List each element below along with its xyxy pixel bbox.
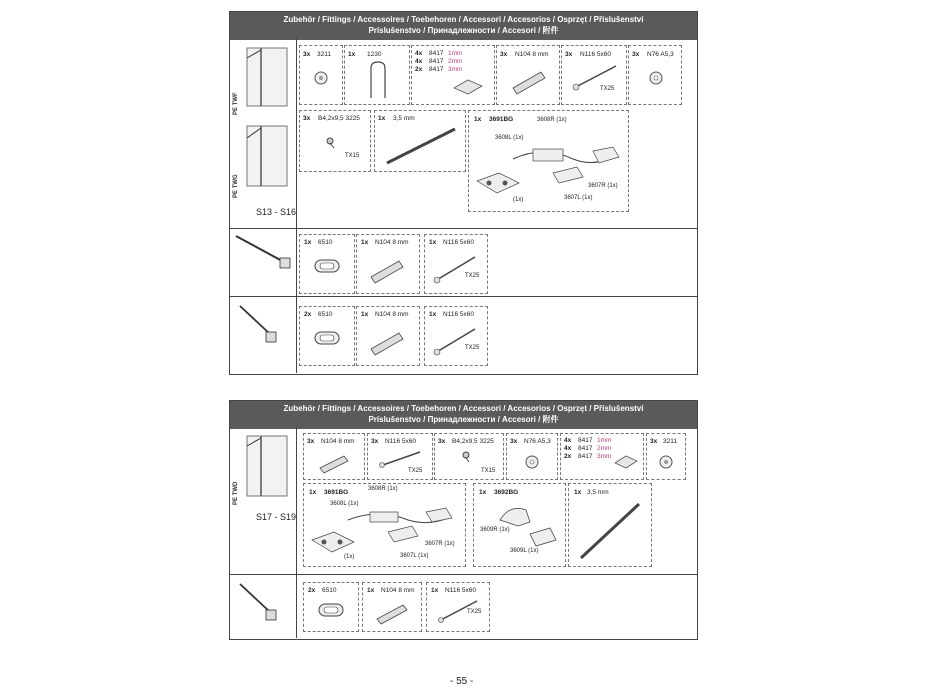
stabilizer-bar-icon	[232, 232, 294, 272]
drive-size: TX25	[408, 468, 423, 474]
part-qty: 3x	[438, 438, 446, 445]
part-box	[299, 110, 371, 172]
part-box	[303, 483, 466, 567]
part-qty: 1x	[378, 115, 386, 122]
part-thickness: 2mm	[448, 58, 463, 65]
washer-icon	[648, 70, 664, 86]
part-code: N116 5x60	[385, 438, 416, 445]
part-qty: 1x	[361, 311, 369, 318]
part-thickness: 3mm	[597, 453, 612, 460]
part-code: 6510	[322, 587, 337, 594]
part-box	[561, 45, 627, 105]
part-qty: 1x	[574, 489, 582, 496]
drive-size: TX25	[467, 609, 482, 615]
part-label: 3608R (1x)	[537, 117, 567, 123]
part-code: 3691BG	[324, 489, 349, 496]
bracket-icon	[490, 500, 560, 548]
part-box	[303, 582, 359, 632]
part-label: 3607L (1x)	[400, 553, 429, 559]
part-qty: 3x	[632, 51, 640, 58]
part-code: 3,5 mm	[393, 115, 415, 122]
model-label-twd: PE TWD	[233, 481, 239, 505]
wall-plug-icon	[509, 66, 549, 96]
part-qty: 4x	[415, 50, 423, 57]
table-2-header	[230, 401, 697, 429]
part-qty: 3x	[307, 438, 315, 445]
size-range: S17 - S19	[256, 512, 297, 522]
part-box	[496, 45, 560, 105]
part-qty: 4x	[415, 58, 423, 65]
part-code: N76 A5,3	[524, 438, 551, 445]
part-code: N104 8 mm	[515, 51, 549, 58]
header-line-2: Príslušenstvo / Принадлежности / Accesori / 附件	[368, 415, 559, 424]
screw-icon	[322, 133, 338, 149]
size-range: S13 - S16	[256, 207, 297, 217]
screw-icon	[431, 251, 481, 287]
part-label: 3608L (1x)	[495, 135, 524, 141]
part-code: 8417	[578, 453, 593, 460]
part-qty: 3x	[371, 438, 379, 445]
end-cap-icon	[314, 259, 340, 273]
part-qty: 1x	[309, 489, 317, 496]
wall-plug-icon	[367, 255, 407, 285]
part-qty: 3x	[565, 51, 573, 58]
part-qty: 3x	[303, 115, 311, 122]
header-line-1: Zubehör / Fittings / Accessoires / Toebehoren / Accessori / Accesorios / Osprzęt / Příslušenství	[283, 15, 644, 24]
part-code: 3211	[663, 438, 677, 445]
part-code: 6510	[318, 239, 333, 246]
part-qty: 1x	[474, 116, 482, 123]
drill-bit-icon	[575, 500, 645, 562]
model-label-twg: PE TWG	[233, 174, 239, 198]
part-code: B4,2x9,5 3225	[318, 115, 360, 122]
part-qty: 1x	[361, 239, 369, 246]
part-code: 1230	[367, 51, 382, 58]
wall-plug-icon	[367, 327, 407, 357]
part-qty: 2x	[564, 453, 572, 460]
part-code: 3692BG	[494, 489, 519, 496]
part-box	[568, 483, 652, 567]
part-label: 3608R (1x)	[368, 486, 398, 492]
part-box	[424, 234, 488, 294]
part-label: 3609L (1x)	[510, 548, 539, 554]
part-box	[356, 234, 420, 294]
part-box	[367, 433, 433, 480]
part-qty: 1x	[429, 239, 437, 246]
screw-icon	[376, 448, 424, 470]
shower-screen-twg-icon	[233, 122, 293, 197]
part-label: 3609R (1x)	[480, 527, 510, 533]
part-code: N104 8 mm	[375, 239, 409, 246]
part-qty: 1x	[429, 311, 437, 318]
spacer-pad-icon	[452, 78, 484, 96]
table-1-header	[230, 12, 697, 40]
part-thickness: 1mm	[448, 50, 463, 57]
part-box	[628, 45, 682, 105]
part-qty: 1x	[431, 587, 439, 594]
clip-icon	[367, 60, 389, 100]
screw-icon	[459, 449, 473, 463]
part-qty: 4x	[564, 437, 572, 444]
part-code: 8417	[429, 58, 444, 65]
part-label: (1x)	[344, 554, 355, 560]
part-code: 3,5 mm	[587, 489, 609, 496]
divider	[296, 427, 297, 638]
part-thickness: 2mm	[597, 445, 612, 452]
part-code: N116 5x60	[445, 587, 476, 594]
part-qty: 2x	[308, 587, 316, 594]
bracket-set-icon	[308, 502, 458, 554]
part-box	[646, 433, 686, 480]
part-box	[344, 45, 410, 105]
part-qty: 1x	[304, 239, 312, 246]
part-qty: 1x	[367, 587, 375, 594]
part-box	[374, 110, 466, 172]
part-qty: 3x	[303, 51, 311, 58]
end-cap-icon	[314, 331, 340, 345]
part-code: N104 8 mm	[381, 587, 415, 594]
part-code: 8417	[429, 66, 444, 73]
part-code: N116 5x60	[443, 239, 474, 246]
part-qty: 4x	[564, 445, 572, 452]
divider	[229, 296, 697, 297]
part-box	[411, 45, 495, 105]
part-label: 3607R (1x)	[425, 541, 455, 547]
part-label: 3607L (1x)	[564, 195, 593, 201]
part-qty: 3x	[510, 438, 518, 445]
part-box	[362, 582, 422, 632]
stabilizer-bar-icon	[232, 300, 294, 348]
part-box	[299, 45, 343, 105]
divider	[296, 38, 297, 373]
part-code: 3691BG	[489, 116, 514, 123]
end-cap-icon	[318, 603, 344, 617]
part-code: N76 A5,3	[647, 51, 674, 58]
part-thickness: 3mm	[448, 66, 463, 73]
model-label-twf: PE TWF	[233, 92, 239, 115]
part-label: 3608L (1x)	[330, 501, 359, 507]
wall-plug-icon	[373, 599, 411, 625]
spacer-pad-icon	[613, 454, 639, 470]
part-code: 8417	[429, 50, 444, 57]
drive-size: TX15	[345, 153, 360, 159]
part-box	[434, 433, 504, 480]
part-qty: 1x	[348, 51, 356, 58]
page-number: - 55 -	[450, 676, 474, 687]
cap-icon	[313, 70, 329, 86]
header-line-1: Zubehör / Fittings / Accessoires / Toebehoren / Accessori / Accesorios / Osprzęt / Příslušenství	[283, 404, 644, 413]
part-code: N116 5x60	[580, 51, 611, 58]
part-box	[426, 582, 490, 632]
header-line-2: Príslušenstvo / Принадлежности / Accesori / 附件	[368, 26, 559, 35]
part-code: N104 8 mm	[375, 311, 409, 318]
part-code: 8417	[578, 445, 593, 452]
part-code: N116 5x60	[443, 311, 474, 318]
shower-screen-twd-icon	[233, 432, 293, 507]
divider	[229, 574, 697, 575]
part-qty: 2x	[304, 311, 312, 318]
part-box	[299, 234, 355, 294]
part-label: 3607R (1x)	[588, 183, 618, 189]
drive-size: TX25	[600, 86, 615, 92]
part-code: N104 8 mm	[321, 438, 355, 445]
part-code: 8417	[578, 437, 593, 444]
part-qty: 1x	[479, 489, 487, 496]
part-box	[560, 433, 644, 480]
part-thickness: 1mm	[597, 437, 612, 444]
part-box	[424, 306, 488, 366]
part-box	[506, 433, 558, 480]
part-box	[473, 483, 566, 567]
divider	[229, 228, 697, 229]
part-box	[303, 433, 365, 480]
bracket-set-icon	[473, 137, 623, 202]
part-box	[356, 306, 420, 366]
part-code: 3211	[317, 51, 331, 58]
drive-size: TX25	[465, 345, 480, 351]
part-box	[468, 110, 629, 212]
part-qty: 3x	[500, 51, 508, 58]
cap-icon	[658, 454, 674, 470]
drive-size: TX15	[481, 468, 496, 474]
stabilizer-bar-icon	[232, 578, 294, 628]
shower-screen-twf-icon	[233, 44, 293, 114]
screw-icon	[431, 323, 481, 359]
drill-bit-icon	[383, 125, 459, 167]
part-qty: 2x	[415, 66, 423, 73]
part-code: 6510	[318, 311, 333, 318]
part-label: (1x)	[513, 197, 524, 203]
part-code: B4,2x9,5 3225	[452, 438, 494, 445]
wall-plug-icon	[316, 450, 352, 474]
washer-icon	[524, 454, 540, 470]
part-qty: 3x	[650, 438, 658, 445]
part-box	[299, 306, 355, 366]
drive-size: TX25	[465, 273, 480, 279]
